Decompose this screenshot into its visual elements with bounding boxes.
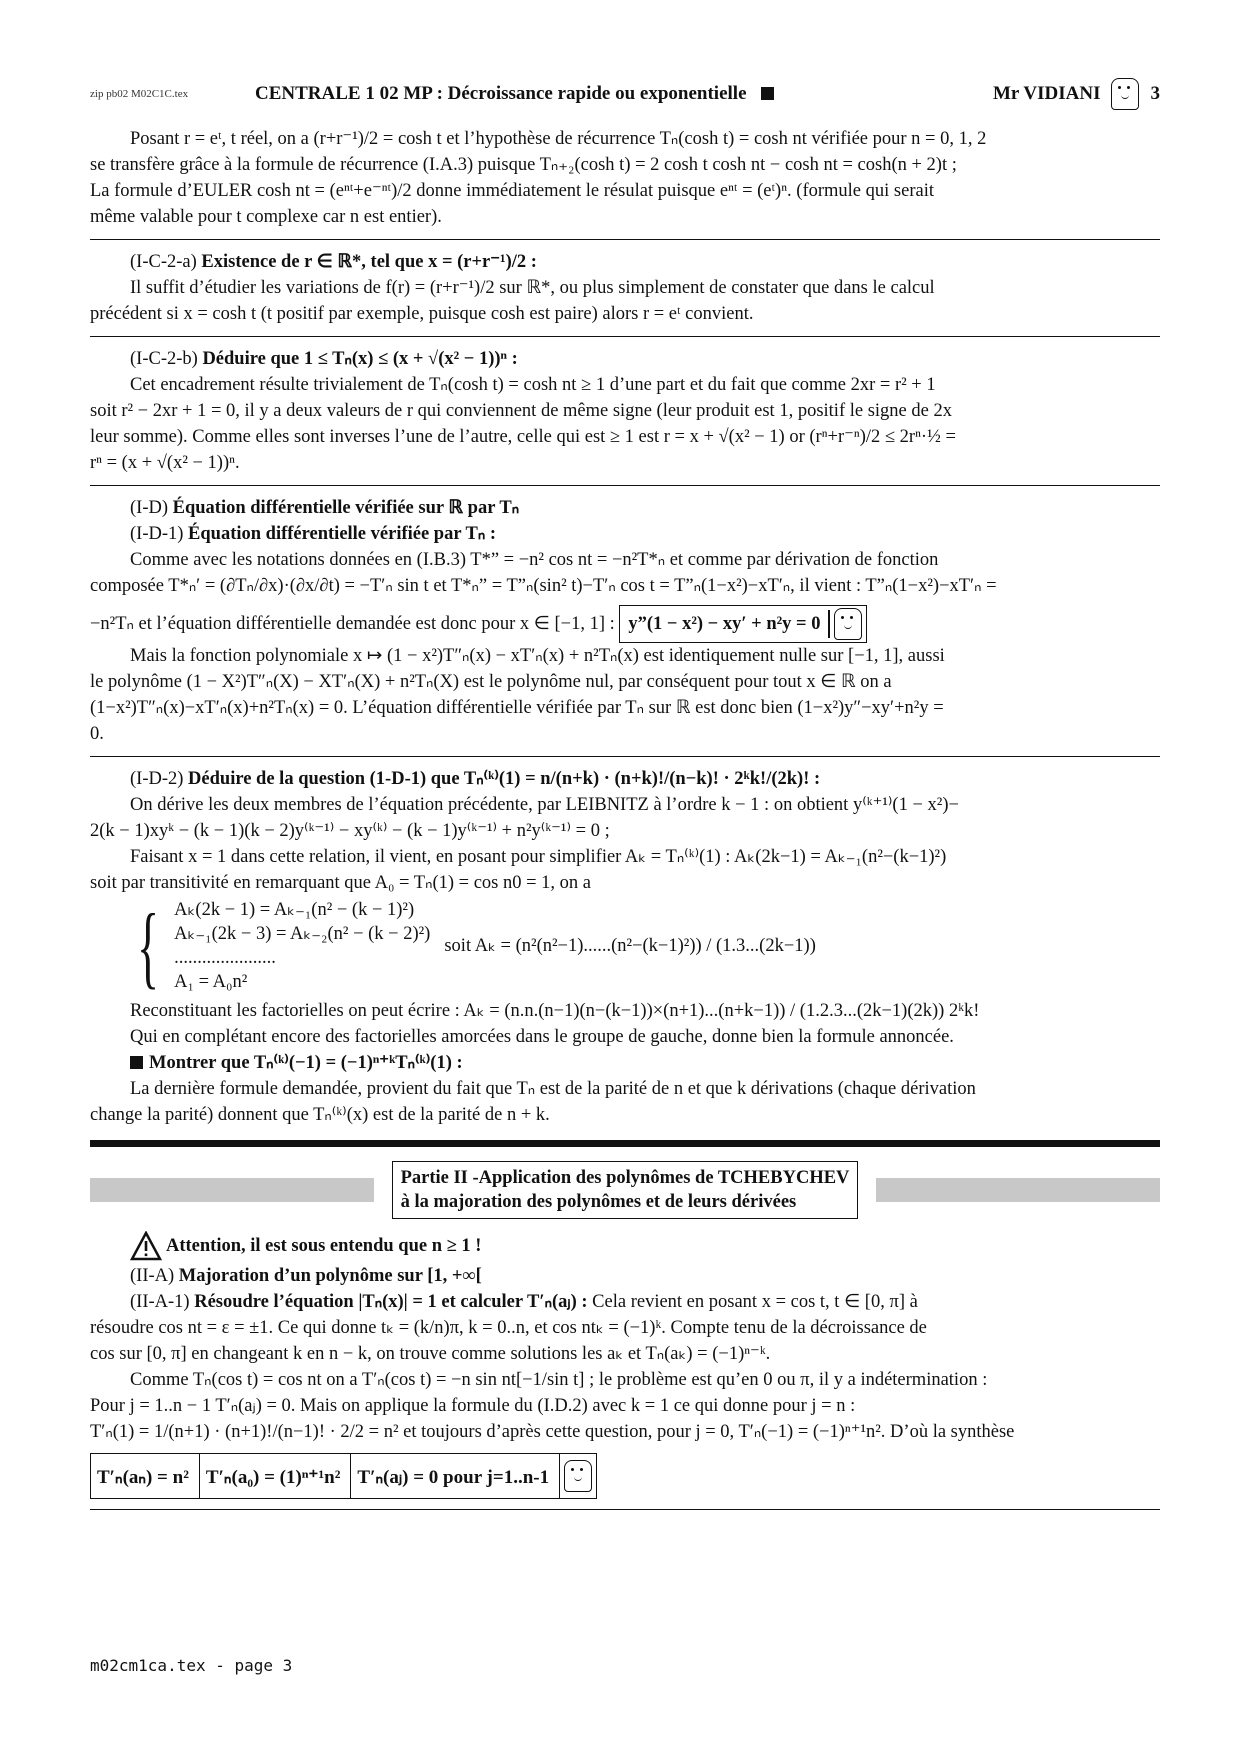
synthesis-box	[90, 1453, 597, 1499]
system-line: Aₖ(2k − 1) = Aₖ₋₁(n² − (k − 1)²)	[174, 900, 415, 920]
answer-equation: y”(1 − x²) − xy′ + n²y = 0	[628, 614, 821, 634]
synthesis-cell: T′ₙ(a₀) = (1)ⁿ⁺¹n²	[200, 1454, 352, 1498]
system-line: ......................	[174, 948, 276, 968]
ic2b-line-3: leur somme). Comme elles sont inverses l’une de l’autre, celle qui est ≥ 1 est r = x + √(x² − 1) or (rⁿ+r⁻ⁿ)/2 ≤ 2rⁿ·½ =	[90, 427, 956, 447]
divider	[90, 756, 1160, 757]
question-title: Résoudre l’équation |Tₙ(x)| = 1 et calculer T′ₙ(aⱼ) :	[194, 1292, 588, 1312]
id1-line-4: Mais la fonction polynomiale x ↦ (1 − x²)T″ₙ(x) − xT′ₙ(x) + n²Tₙ(x) est identiquement nulle sur [−1, 1], aussi	[130, 646, 945, 666]
ic2b-line-4: rⁿ = (x + √(x² − 1))ⁿ.	[90, 453, 240, 473]
section-label: (II-A)	[130, 1266, 175, 1286]
show-title: Montrer que Tₙ⁽ᵏ⁾(−1) = (−1)ⁿ⁺ᵏTₙ⁽ᵏ⁾(1) :	[149, 1053, 463, 1073]
page	[90, 72, 1160, 1510]
system-line: Aₖ₋₁(2k − 3) = Aₖ₋₂(n² − (k − 2)²)	[174, 924, 431, 944]
header-zip: zip pb02 M02C1C.tex	[90, 88, 189, 100]
id1-line-3	[90, 605, 1160, 643]
system-line: A₁ = A₀n²	[174, 972, 248, 992]
question-label: (I-C-2-b)	[130, 349, 198, 369]
iia1-line-4: Comme Tₙ(cos t) = cos nt on a T′ₙ(cos t) = −n sin nt[−1/sin t] ; le problème est qu’en 0 ou π, il y a indétermination :	[130, 1370, 988, 1390]
id1-line-6: (1−x²)T″ₙ(x)−xT′ₙ(x)+n²Tₙ(x) = 0. L’équation différentielle vérifiée par Tₙ sur ℝ est donc bien (1−x²)y″−xy′+n²y =	[90, 698, 944, 718]
synthesis-cell: T′ₙ(aₙ) = n²	[91, 1454, 200, 1498]
id2-line-6: Qui en complétant encore des factorielles amorcées dans le groupe de gauche, donne bien la formule annoncée.	[130, 1027, 954, 1047]
black-square-icon	[761, 87, 774, 100]
question-title: Déduire que 1 ≤ Tₙ(x) ≤ (x + √(x² − 1))ⁿ :	[202, 349, 518, 369]
left-brace: {	[137, 895, 160, 997]
id2-line-4: soit par transitivité en remarquant que A₀ = Tₙ(1) = cos n0 = 1, on a	[90, 873, 591, 893]
section-title: Majoration d’un polynôme sur [1, +∞[	[178, 1266, 482, 1286]
question-title: Existence de r ∈ ℝ*, tel que x = (r+r⁻¹)/2 :	[201, 252, 537, 272]
question-label: (I-C-2-a)	[130, 252, 197, 272]
intro-line-4: même valable pour t complexe car n est entier).	[90, 207, 442, 227]
gray-bar-left	[90, 1178, 374, 1202]
id1-line-3-text: −n²Tₙ et l’équation différentielle demandée est donc pour x ∈ [−1, 1] :	[90, 614, 615, 634]
iia1-line-1-rest: Cela revient en posant x = cos t, t ∈ [0, π] à	[592, 1292, 918, 1312]
id2-line-3: Faisant x = 1 dans cette relation, il vient, en posant pour simplifier Aₖ = Tₙ⁽ᵏ⁾(1) : Aₖ(2k−1) = Aₖ₋₁(n²−(k−1)²)	[130, 847, 947, 867]
cat-logo-icon	[1111, 78, 1139, 110]
gray-bar-right	[876, 1178, 1160, 1202]
synthesis-cell: T′ₙ(aⱼ) = 0 pour j=1..n-1	[351, 1454, 560, 1498]
question-ic2b	[90, 346, 1160, 372]
id2-line-5: Reconstituant les factorielles on peut écrire : Aₖ = (n.n.(n−1)(n−(k−1))×(n+1)...(n+k−1)) / (1.2.3...(2k−1)(2k)) 2ᵏk!	[130, 1001, 980, 1021]
question-title: Déduire de la question (1-D-1) que Tₙ⁽ᵏ⁾(1) = n/(n+k) · (n+k)!/(n−k)! · 2ᵏk!/(2k)! :	[188, 769, 821, 789]
partie-title-line: à la majoration des polynômes et de leurs dérivées	[400, 1192, 797, 1212]
intro-line-2: se transfère grâce à la formule de récurrence (I.A.3) puisque Tₙ₊₂(cosh t) = 2 cosh t cosh nt − cosh nt = cosh(n + 2)t ;	[90, 155, 957, 175]
cat-logo-icon	[564, 1460, 592, 1492]
cat-logo-icon	[834, 608, 862, 640]
warning-row	[130, 1229, 1160, 1263]
question-label: (I-D-2)	[130, 769, 184, 789]
partie-title-line: Partie II -Application des polynômes de TCHEBYCHEV	[400, 1168, 850, 1188]
question-id1	[90, 521, 1160, 547]
section-id	[90, 495, 1160, 521]
system-lines	[174, 898, 430, 994]
id1-line-5: le polynôme (1 − X²)T″ₙ(X) − XT′ₙ(X) + n²Tₙ(X) est le polynôme nul, par conséquent pour tout x ∈ ℝ on a	[90, 672, 892, 692]
synthesis-logo-cell	[560, 1454, 596, 1498]
header-page-number: 3	[1150, 83, 1160, 104]
iia1-line-6: T′ₙ(1) = 1/(n+1) · (n+1)!/(n−1)! · 2/2 = n² et toujours d’après cette question, pour j = 0, T′ₙ(−1) = (−1)ⁿ⁺¹n². D’où la synthèse	[90, 1422, 1015, 1442]
question-iia1	[90, 1289, 1160, 1315]
show-question	[90, 1050, 1160, 1076]
ic2b-line-2: soit r² − 2xr + 1 = 0, il y a deux valeurs de r qui conviennent de même signe (leur produit est 1, positif le signe de 2x	[90, 401, 952, 421]
ic2a-line-2: précédent si x = cosh t (t positif par exemple, puisque cosh est paire) alors r = eᵗ convient.	[90, 304, 754, 324]
id1-line-2: composée T*ₙ′ = (∂Tₙ/∂x)·(∂x/∂t) = −T′ₙ sin t et T*ₙ” = T”ₙ(sin² t)−T′ₙ cos t = T”ₙ(1−x²)−xT′ₙ, il vient : T”ₙ(1−x²)−xT′ₙ =	[90, 576, 997, 596]
iia1-line-5: Pour j = 1..n − 1 T′ₙ(aⱼ) = 0. Mais on applique la formule du (I.D.2) avec k = 1 ce qui donne pour j = n :	[90, 1396, 856, 1416]
question-title: Équation différentielle vérifiée par Tₙ :	[188, 524, 497, 544]
ic2a-line-1: Il suffit d’étudier les variations de f(r) = (r+r⁻¹)/2 sur ℝ*, ou plus simplement de constater que dans le calcul	[130, 278, 935, 298]
box-separator	[828, 610, 830, 638]
recurrence-system	[126, 895, 1160, 997]
section-title: Équation différentielle vérifiée sur ℝ par Tₙ	[172, 498, 520, 518]
header-title	[255, 83, 993, 105]
intro-line-3: La formule d’EULER cosh nt = (eⁿᵗ+e⁻ⁿᵗ)/2 donne immédiatement le résulat puisque eⁿᵗ = (eᵗ)ⁿ. (formule qui serait	[90, 181, 934, 201]
id2-line-8: change la parité) donnent que Tₙ⁽ᵏ⁾(x) est de la parité de n + k.	[90, 1105, 550, 1125]
question-label: (II-A-1)	[130, 1292, 190, 1312]
divider	[90, 336, 1160, 337]
divider	[90, 485, 1160, 486]
header-author: Mr VIDIANI	[993, 83, 1101, 104]
section-label: (I-D)	[130, 498, 169, 518]
iia1-line-2: résoudre cos nt = ε = ±1. Ce qui donne tₖ = (k/n)π, k = 0..n, et cos ntₖ = (−1)ᵏ. Compte tenu de la décroissance de	[90, 1318, 927, 1338]
iia1-line-3: cos sur [0, π] en changeant k en n − k, on trouve comme solutions les aₖ et Tₙ(aₖ) = (−1)ⁿ⁻ᵏ.	[90, 1344, 771, 1364]
id2-line-1: On dérive les deux membres de l’équation précédente, par LEIBNITZ à l’ordre k − 1 : on obtient y⁽ᵏ⁺¹⁾(1 − x²)−	[130, 795, 959, 815]
question-label: (I-D-1)	[130, 524, 184, 544]
id2-line-7: La dernière formule demandée, provient du fait que Tₙ est de la parité de n et que k dérivations (chaque dérivation	[130, 1079, 976, 1099]
id1-line-1: Comme avec les notations données en (I.B.3) T*” = −n² cos nt = −n²T*ₙ et comme par dérivation de fonction	[130, 550, 939, 570]
divider	[90, 1509, 1160, 1510]
partie-title-box	[392, 1161, 859, 1219]
question-id2	[90, 766, 1160, 792]
section-iia	[90, 1263, 1160, 1289]
question-ic2a	[90, 249, 1160, 275]
answer-box	[619, 605, 867, 643]
page-footer: m02cm1ca.tex - page 3	[90, 1656, 293, 1675]
warning-text: Attention, il est sous entendu que n ≥ 1 !	[166, 1235, 482, 1256]
partie-heading	[90, 1161, 1160, 1219]
warning-triangle-icon	[130, 1231, 162, 1261]
running-header	[90, 72, 1160, 116]
intro-line-1: Posant r = eᵗ, t réel, on a (r+r⁻¹)/2 = cosh t et l’hypothèse de récurrence Tₙ(cosh t) = cosh nt vérifiée pour n = 0, 1, 2	[130, 129, 987, 149]
ic2b-line-1: Cet encadrement résulte trivialement de Tₙ(cosh t) = cosh nt ≥ 1 d’une part et du fait que comme 2xr = r² + 1	[130, 375, 936, 395]
id2-line-2: 2(k − 1)xyᵏ − (k − 1)(k − 2)y⁽ᵏ⁻¹⁾ − xy⁽ᵏ⁾ − (k − 1)y⁽ᵏ⁻¹⁾ + n²y⁽ᵏ⁻¹⁾ = 0 ;	[90, 821, 610, 841]
thick-divider	[90, 1140, 1160, 1147]
header-title-text: CENTRALE 1 02 MP : Décroissance rapide ou exponentielle	[255, 83, 747, 104]
black-square-icon	[130, 1056, 143, 1069]
divider	[90, 239, 1160, 240]
system-result: soit Aₖ = (n²(n²−1)......(n²−(k−1)²)) / (1.3...(2k−1))	[444, 936, 816, 956]
id1-line-7: 0.	[90, 724, 104, 744]
